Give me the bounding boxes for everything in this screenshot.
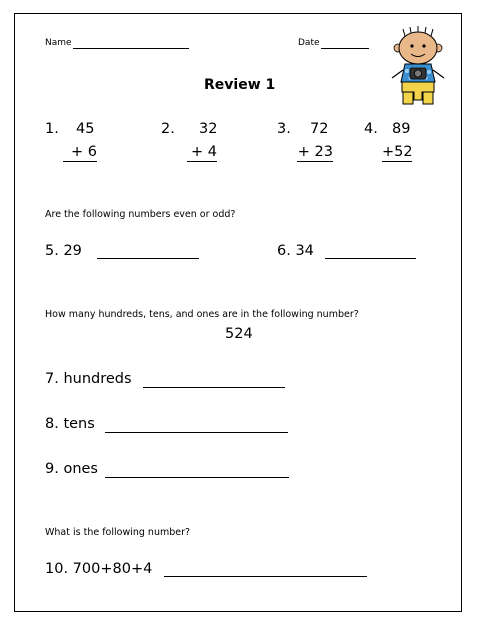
problem-5-answer-line[interactable] bbox=[97, 258, 199, 259]
problem-9-answer-line[interactable] bbox=[105, 477, 289, 478]
problem-1-number: 1. bbox=[45, 121, 59, 137]
problem-6-answer-line[interactable] bbox=[325, 258, 416, 259]
problem-4-number: 4. bbox=[364, 121, 378, 137]
problem-9-label: 9. ones bbox=[45, 461, 98, 477]
name-line[interactable] bbox=[73, 48, 189, 49]
place-value-number: 524 bbox=[225, 326, 253, 342]
problem-8-label: 8. tens bbox=[45, 416, 95, 432]
problem-2-bottom: + 4 bbox=[187, 144, 217, 162]
problem-10-answer-line[interactable] bbox=[164, 576, 367, 577]
date-label: Date bbox=[298, 38, 320, 48]
name-label: Name bbox=[45, 38, 72, 48]
problem-6-label: 6. 34 bbox=[277, 243, 314, 259]
problem-3-top: 72 bbox=[310, 121, 329, 137]
problem-10-label: 10. 700+80+4 bbox=[45, 561, 153, 577]
problem-2-number: 2. bbox=[161, 121, 175, 137]
problem-4-bottom: +52 bbox=[382, 144, 413, 160]
problem-1-top: 45 bbox=[76, 121, 95, 137]
problem-4-top: 89 bbox=[392, 121, 411, 137]
even-odd-instruction: Are the following numbers even or odd? bbox=[45, 209, 236, 220]
problem-2-top: 32 bbox=[199, 121, 218, 137]
place-value-instruction: How many hundreds, tens, and ones are in the following number? bbox=[45, 309, 359, 320]
problem-5-label: 5. 29 bbox=[45, 243, 82, 259]
problem-7-label: 7. hundreds bbox=[45, 371, 132, 387]
expanded-instruction: What is the following number? bbox=[45, 527, 191, 538]
boy-with-camera-icon bbox=[385, 26, 451, 106]
problem-7-answer-line[interactable] bbox=[143, 387, 285, 388]
problem-1-bottom: + 6 bbox=[63, 144, 97, 162]
problem-3-number: 3. bbox=[277, 121, 291, 137]
page-title: Review 1 bbox=[204, 77, 276, 93]
problem-3-bottom: + 23 bbox=[297, 144, 333, 160]
date-line[interactable] bbox=[321, 48, 369, 49]
problem-8-answer-line[interactable] bbox=[105, 432, 288, 433]
